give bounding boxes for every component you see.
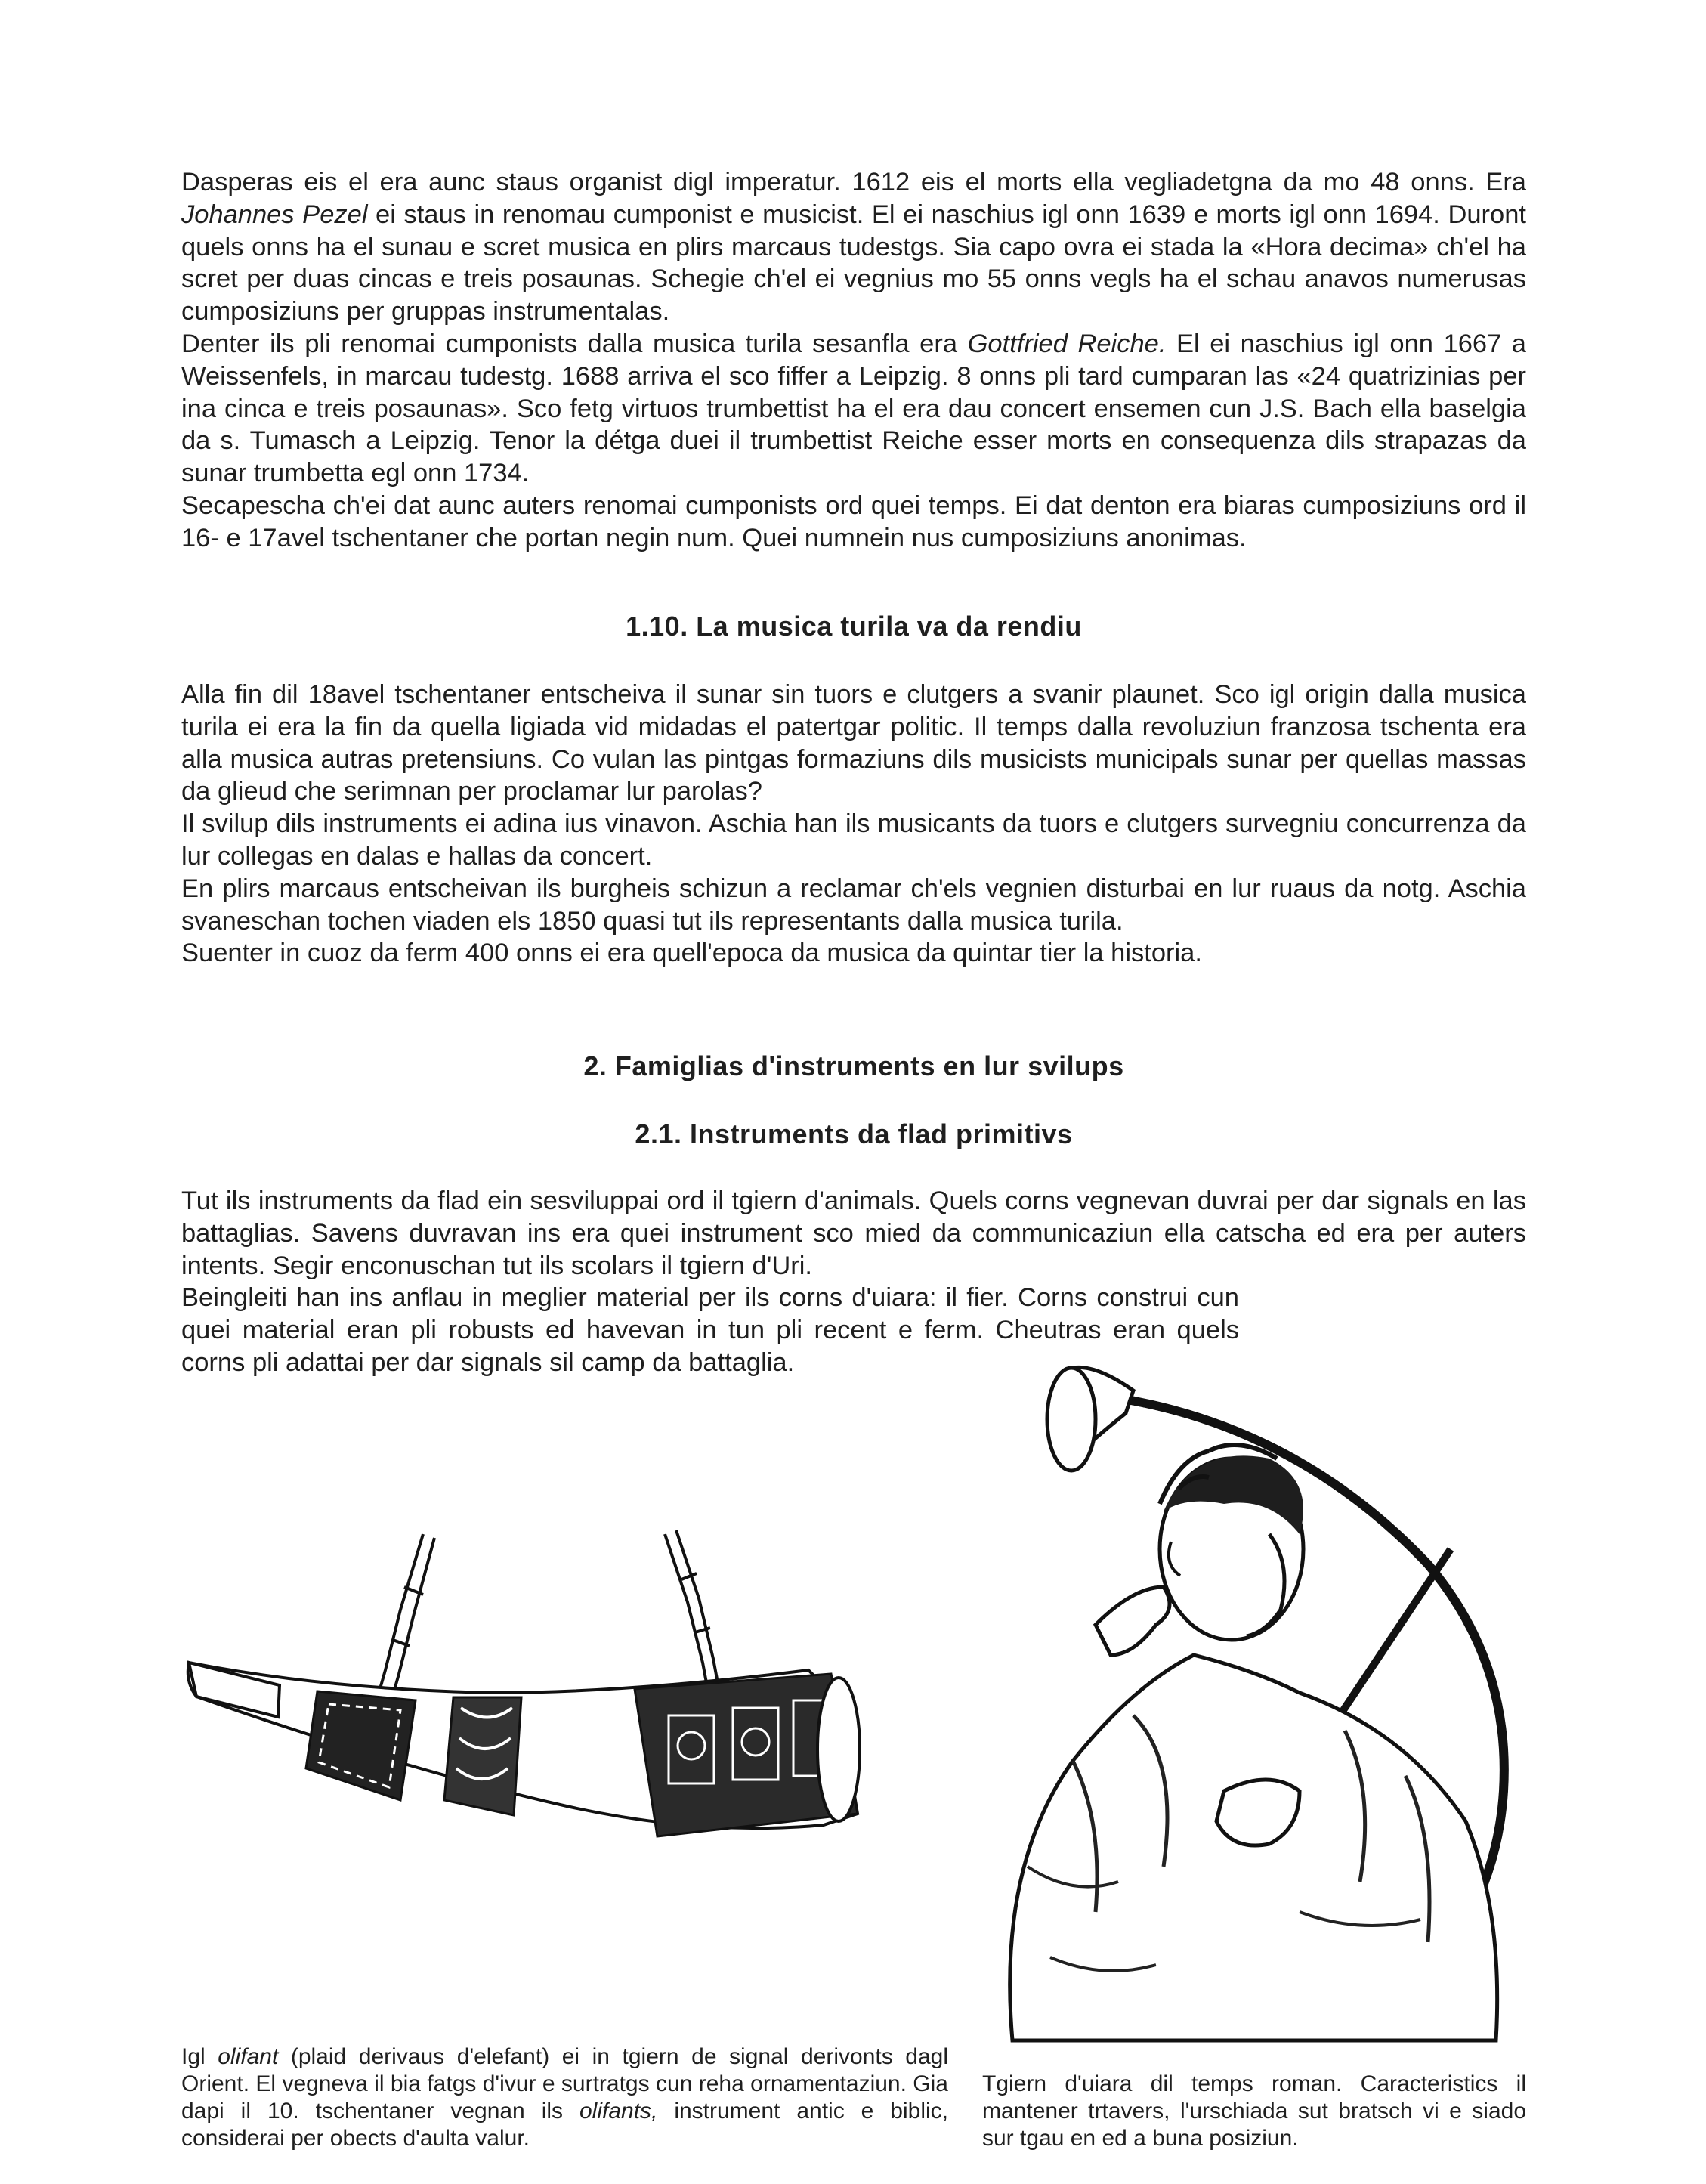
paragraph: Dasperas eis el era aunc staus organist digl imperatur. 1612 eis el morts ella vegliadetgna da mo 48 onns. Era Johannes Pezel ei staus in renomau cumponist e musicist. El ei naschius igl onn 1639 e morts igl onn 1694. Duront quels onns ha el sunau e scret musica en plirs marcaus tudestgs. Sia capo ovra ei stada la «Hora decima» ch'el ha scret per duas cincas e treis posaunas. Schegie ch'el ei vegnius mo 55 onns vegls ha el schau anavos numerusas cumposiziuns per gruppas instrumentalas.: [181, 168, 1527, 326]
roman-horn-player-illustration: [982, 1338, 1534, 2048]
paragraph: Denter ils pli renomai cumponists dalla musica turila sesanfla era Gottfried Reiche. El ei naschius igl onn 1667 a Weissenfels, in marcau tudestg. 1688 arriva el sco fiffer a Leipzig. 8 onns pli tard cumparan las «24 quatrizinias per ina cinca e treis posaunas». Sco fetg virtuos trumbettist ha el era dau concert ensemen cun J.S. Bach ella baselgia da s. Tumasch a Leipzig. Tenor la détga duei il trumbettist Reiche esser morts en consequenza dils strapazas da sunar trumbetta egl onn 1734.: [181, 329, 1526, 488]
paragraph: Secapescha ch'ei dat aunc auters renomai cumponists ord quei temps. Ei dat denton era biaras cumposiziuns ord il 16- e 17avel tschentaner che portan negin num. Quei numnein nus cumposiziuns anonimas.: [181, 490, 1526, 552]
italic-term: olifant: [218, 2044, 279, 2069]
player-head: [1160, 1445, 1303, 1640]
player-hand-mouth: [1096, 1587, 1170, 1655]
intro-text-block: [181, 166, 1526, 555]
section-heading-1-10: 1.10. La musica turila va da rendiu: [626, 611, 1082, 642]
italic-term: Johannes Pezel: [181, 200, 368, 229]
paragraph: En plirs marcaus entscheivan ils burgheis schizun a reclamar ch'els vegnien disturbai en lur ruaus da notg. Aschia svaneschan tochen viaden els 1850 quasi tut ils representants dalla musica turila.: [181, 874, 1526, 936]
section-heading-2-1: 2.1. Instruments da flad primitivs: [635, 1118, 1073, 1149]
olifant-illustration: [174, 1519, 997, 2048]
section-1-10-text-block: [181, 679, 1526, 970]
caption-olifant: Igl olifant (plaid derivaus d'elefant) ei in tgiern de signal derivonts dagl Orient. El vegneva il bia fatgs d'ivur e surtratgs cun reha ornamentaziun. Gia dapi il 10. tschentaner vegnan ils olifants, instrument antic e biblic, considerai per obects d'aulta valur.: [181, 2044, 948, 2151]
paragraph: Il svilup dils instruments ei adina ius vinavon. Aschia han ils musicants da tuors e clutgers survegniu concurrenza da lur collegas en dalas e hallas da concert.: [181, 809, 1526, 871]
chapter-heading-2: 2. Famiglias d'instruments en lur svilups: [583, 1050, 1124, 1081]
player-body: [1010, 1655, 1497, 2040]
paragraph: Beingleiti han ins anflau in meglier material per ils corns d'uiara: il fier. Corns construi cun quei material eran pli robusts ed havevan in tun pli recent e ferm. Cheutras eran quels corns pli adattai per dar signals sil camp da battaglia.: [181, 1283, 1239, 1377]
paragraph: Tut ils instruments da flad ein sesviluppai ord il tgiern d'animals. Quels corns vegnevan duvrai per dar signals en las battaglias. Savens duvravan ins era quei instrument sco mied da communicaziun ella catscha ed era per auters intents. Segir enconuschan tut ils scolars il tgiern d'Uri.: [181, 1186, 1526, 1280]
ornament-band-left: [306, 1691, 416, 1800]
paragraph: Suenter in cuoz da ferm 400 onns ei era quell'epoca da musica da quintar tier la historia.: [181, 939, 1202, 968]
paragraph: Alla fin dil 18avel tschentaner entscheiva il sunar sin tuors e clutgers a svanir plaunet. Sco igl origin dalla musica turila ei era la fin da quella ligiada vid midadas el patertgar politic. Il temps dalla revoluziun franzosa tschenta era alla musica autras pretensiuns. Co vulan las pintgas formaziuns dils musicists municipals sunar per quellas massas da glieud che serimnan per proclamar lur parolas?: [181, 680, 1526, 806]
italic-term: Gottfried Reiche.: [967, 329, 1167, 358]
caption-roman-horn: Tgiern d'uiara dil temps roman. Caracteristics il mantener trtavers, l'urschiada sut bratsch vi e siado sur tgau en ed a buna posiziun.: [982, 2071, 1526, 2151]
italic-term: olifants,: [579, 2099, 658, 2124]
ornament-band-middle: [444, 1697, 521, 1815]
